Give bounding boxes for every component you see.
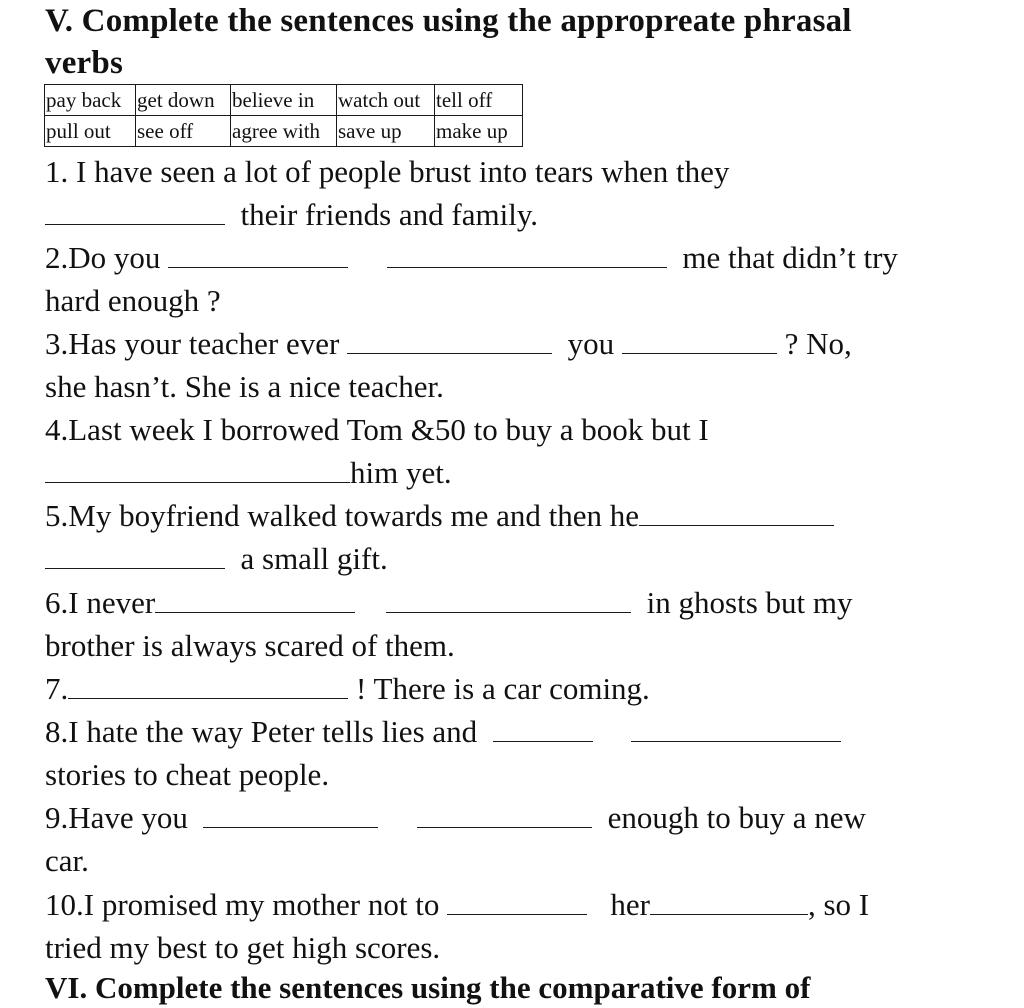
question-4 — [45, 408, 995, 494]
question-8 — [45, 710, 995, 796]
question-text: her — [610, 887, 650, 922]
question-7 — [45, 667, 995, 710]
question-6 — [45, 581, 995, 667]
answer-blank[interactable] — [45, 542, 225, 569]
answer-blank[interactable] — [386, 586, 631, 613]
table-cell: get down — [136, 85, 231, 116]
answer-blank[interactable] — [639, 499, 834, 526]
question-text: him yet. — [350, 455, 452, 490]
question-text: 1. I have seen a lot of people brust into tears when they — [45, 154, 730, 189]
table-row — [45, 85, 523, 116]
question-text: tried my best to get high scores. — [45, 930, 441, 965]
question-text: ! There is a car coming. — [356, 671, 650, 706]
next-section-heading: VI. Complete the sentences using the comparative form of — [45, 970, 811, 1005]
question-text: you — [567, 326, 615, 361]
question-text: 7. — [45, 671, 69, 706]
question-text: enough to buy a new — [607, 800, 866, 835]
question-text: she hasn’t. She is a nice teacher. — [45, 369, 444, 404]
answer-blank[interactable] — [45, 456, 350, 483]
answer-blank[interactable] — [622, 327, 777, 354]
question-2 — [45, 236, 995, 322]
answer-blank[interactable] — [417, 801, 592, 828]
question-text: brother is always scared of them. — [45, 628, 455, 663]
answer-blank[interactable] — [347, 327, 552, 354]
answer-blank[interactable] — [203, 801, 378, 828]
table-cell: agree with — [231, 116, 337, 147]
answer-blank[interactable] — [155, 586, 355, 613]
question-5 — [45, 494, 995, 580]
answer-blank[interactable] — [631, 715, 841, 742]
question-text: hard enough ? — [45, 283, 221, 318]
section-heading-line2: verbs — [45, 45, 123, 81]
question-3 — [45, 322, 995, 408]
question-text: 4.Last week I borrowed Tom &50 to buy a book but I — [45, 412, 709, 447]
answer-blank[interactable] — [493, 715, 593, 742]
table-cell: watch out — [337, 85, 435, 116]
answer-blank[interactable] — [447, 888, 587, 915]
section-heading-line1: V. Complete the sentences using the appropreate phrasal — [45, 3, 852, 39]
table-cell: tell off — [435, 85, 523, 116]
table-cell: make up — [435, 116, 523, 147]
phrasal-verb-table — [44, 84, 523, 147]
question-9 — [45, 796, 995, 882]
answer-blank[interactable] — [650, 888, 808, 915]
table-row — [45, 116, 523, 147]
question-1 — [45, 150, 995, 236]
table-cell: save up — [337, 116, 435, 147]
answer-blank[interactable] — [45, 198, 225, 225]
answer-blank[interactable] — [168, 241, 348, 268]
question-text: car. — [45, 843, 89, 878]
question-text: me that didn’t try — [682, 240, 898, 275]
table-cell: pay back — [45, 85, 136, 116]
section-heading — [45, 0, 1005, 84]
question-text: stories to cheat people. — [45, 757, 330, 792]
question-text: 10.I promised my mother not to — [45, 887, 440, 922]
answer-blank[interactable] — [68, 672, 348, 699]
question-text: their friends and family. — [240, 197, 539, 232]
question-text: 2.Do you — [45, 240, 161, 275]
question-text: 6.I never — [45, 585, 156, 620]
table-cell: pull out — [45, 116, 136, 147]
table-cell: believe in — [231, 85, 337, 116]
question-text: 5.My boyfriend walked towards me and then he — [45, 498, 640, 533]
answer-blank[interactable] — [387, 241, 667, 268]
question-text: 3.Has your teacher ever — [45, 326, 340, 361]
question-text: a small gift. — [240, 541, 388, 576]
question-text: 9.Have you — [45, 800, 188, 835]
question-text: 8.I hate the way Peter tells lies and — [45, 714, 478, 749]
question-text: , so I — [807, 887, 870, 922]
question-text: ? No, — [784, 326, 852, 361]
table-cell: see off — [136, 116, 231, 147]
question-text: in ghosts but my — [646, 585, 853, 620]
question-10 — [45, 883, 995, 969]
